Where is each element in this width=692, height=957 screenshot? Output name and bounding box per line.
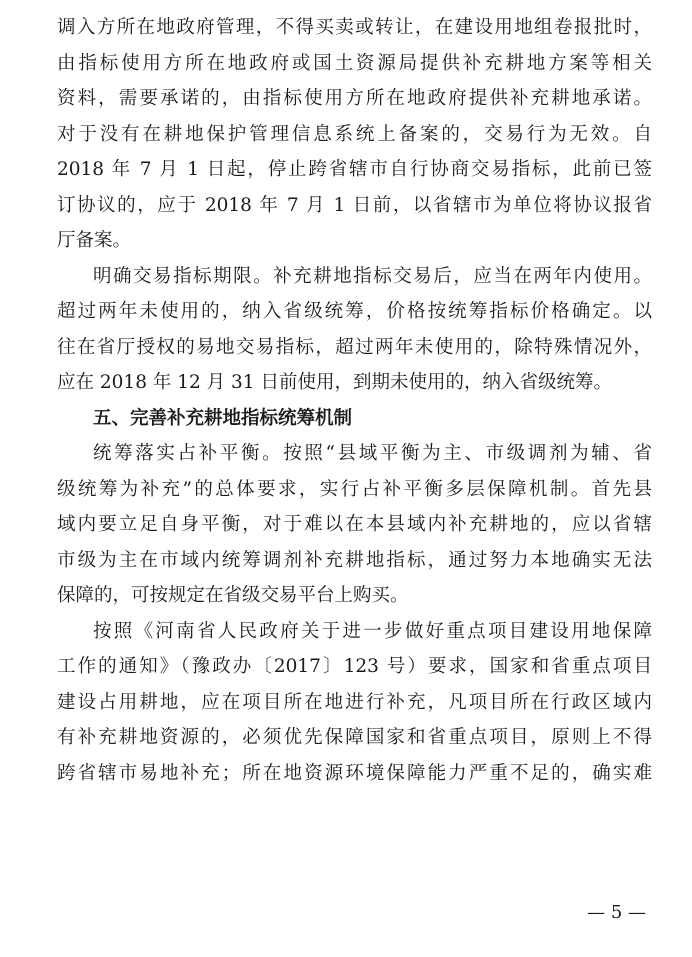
text-line: 往在省厅授权的易地交易指标，超过两年未使用的，除特殊情况外，: [57, 336, 652, 358]
text-line: 工作的通知》（豫政办〔2017〕123 号）要求，国家和省重点项目: [57, 656, 652, 677]
text-line: 订协议的，应于 2018 年 7 月 1 日前，以省辖市为单位将协议报省: [57, 194, 652, 216]
text-line: 统筹落实占补平衡。按照“县域平衡为主、市级调剂为辅、省: [93, 443, 652, 464]
text-line: 跨省辖市易地补充；所在地资源环境保障能力严重不足的，确实难: [57, 762, 652, 784]
text-line: 有补充耕地资源的，必须优先保障国家和省重点项目，原则上不得: [57, 727, 652, 748]
text-line: 级统筹为补充”的总体要求，实行占补平衡多层保障机制。首先县: [57, 478, 652, 500]
text-line: 域内要立足自身平衡，对于难以在本县域内补充耕地的，应以省辖: [57, 514, 652, 535]
text-line: 由指标使用方所在地政府或国土资源局提供补充耕地方案等相关: [57, 52, 652, 74]
text-line: 明确交易指标期限。补充耕地指标交易后，应当在两年内使用。: [93, 265, 652, 287]
text-line: 市级为主在市域内统筹调剂补充耕地指标，通过努力本地确实无法: [57, 549, 652, 571]
text-line: 调入方所在地政府管理，不得买卖或转让，在建设用地组卷报批时，: [57, 17, 652, 38]
text-line: 2018 年 7 月 1 日起，停止跨省辖市自行协商交易指标，此前已签: [57, 159, 652, 180]
text-line: 建设占用耕地，应在项目所在地进行补充，凡项目所在行政区域内: [57, 691, 652, 713]
page-number: — 5 —: [587, 902, 646, 923]
text-line: 厅备案。: [57, 230, 132, 251]
text-line: 资料，需要承诺的，由指标使用方所在地政府提供补充耕地承诺。: [57, 88, 652, 109]
section-heading: 五、完善补充耕地指标统筹机制: [93, 407, 353, 429]
text-line: 按照《河南省人民政府关于进一步做好重点项目建设用地保障: [93, 620, 652, 642]
text-line: 保障的，可按规定在省级交易平台上购买。: [57, 585, 409, 606]
text-line: 超过两年未使用的，纳入省级统筹，价格按统筹指标价格确定。以: [57, 301, 652, 322]
text-line: 对于没有在耕地保护管理信息系统上备案的，交易行为无效。自: [57, 123, 652, 145]
text-line: 应在 2018 年 12 月 31 日前使用，到期未使用的，纳入省级统筹。: [57, 372, 612, 393]
